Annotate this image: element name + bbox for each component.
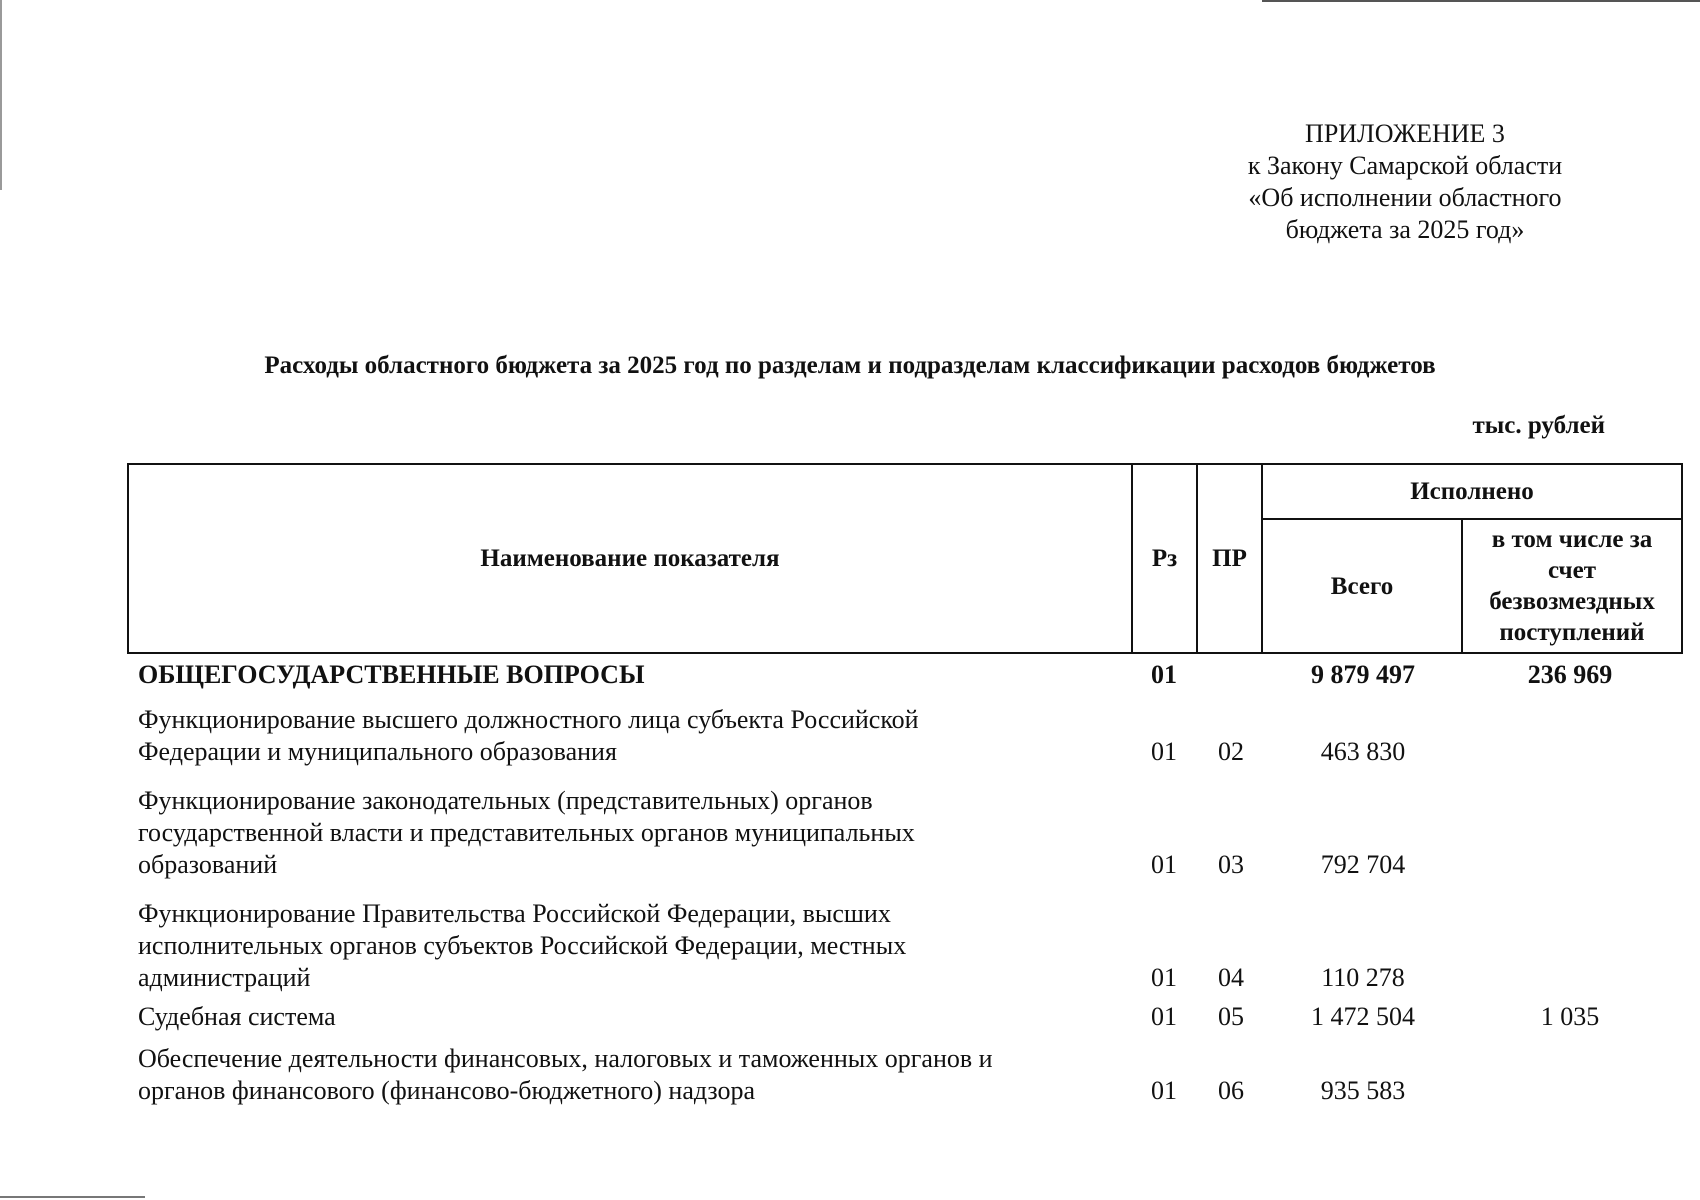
annex-line: ПРИЛОЖЕНИЕ 3: [1305, 119, 1505, 148]
row-name-line: ОБЩЕГОСУДАРСТВЕННЫЕ ВОПРОСЫ: [138, 660, 645, 689]
row-pr: 03: [1218, 850, 1244, 879]
row-free-receipts: 236 969: [1527, 660, 1613, 689]
row-total: 463 830: [1320, 737, 1406, 766]
annex-line: к Закону Самарской области: [1247, 151, 1563, 180]
row-name-line: Федерации и муниципального образования: [138, 737, 617, 766]
row-pr: 06: [1218, 1076, 1244, 1105]
row-name-line: Функционирование высшего должностного лица субъекта Российской: [138, 705, 919, 734]
scan-edge-top: [1262, 0, 1700, 2]
annex-line: бюджета за 2025 год»: [1285, 215, 1525, 244]
row-pr: 05: [1218, 1002, 1244, 1031]
scan-edge-bottom: [0, 1196, 145, 1198]
row-name-line: Функционирование законодательных (представительных) органов: [138, 786, 873, 815]
document-title: Расходы областного бюджета за 2025 год по разделам и подразделам классификации расходов бюджетов: [264, 352, 1436, 379]
header-line: безвозмездных: [1489, 588, 1655, 615]
row-name-line: образований: [138, 850, 278, 879]
row-name-line: Функционирование Правительства Российской Федерации, высших: [138, 899, 891, 928]
row-total: 935 583: [1320, 1076, 1406, 1105]
column-header-name: Наименование показателя: [128, 464, 1132, 653]
row-rz: 01: [1151, 850, 1177, 879]
row-name-line: администраций: [138, 963, 311, 992]
table-header: [127, 463, 1683, 654]
row-pr: 02: [1218, 737, 1244, 766]
row-rz: 01: [1151, 737, 1177, 766]
scan-edge-left: [0, 0, 2, 190]
row-name-line: исполнительных органов субъектов Российской Федерации, местных: [138, 931, 907, 960]
units-label: тыс. рублей: [1472, 412, 1605, 439]
column-header-pr: ПР: [1197, 464, 1262, 653]
column-header-free-receipts: [1462, 519, 1682, 653]
column-header-executed: Исполнено: [1262, 464, 1682, 519]
row-rz: 01: [1151, 660, 1177, 689]
row-rz: 01: [1151, 1002, 1177, 1031]
header-line: счет: [1547, 557, 1597, 584]
row-total: 9 879 497: [1311, 660, 1415, 689]
column-header-total: Всего: [1262, 519, 1462, 653]
row-pr: 04: [1218, 963, 1244, 992]
header-line: поступлений: [1499, 619, 1645, 646]
row-name-line: Обеспечение деятельности финансовых, налоговых и таможенных органов и: [138, 1044, 993, 1073]
row-total: 110 278: [1321, 963, 1405, 992]
annex-line: «Об исполнении областного: [1248, 183, 1562, 212]
row-free-receipts: 1 035: [1540, 1002, 1600, 1031]
row-name-line: Судебная система: [138, 1002, 336, 1031]
row-rz: 01: [1151, 963, 1177, 992]
column-header-rz: Рз: [1132, 464, 1197, 653]
row-name-line: государственной власти и представительных органов муниципальных: [138, 818, 915, 847]
row-name-line: органов финансового (финансово-бюджетного) надзора: [138, 1076, 756, 1105]
row-total: 792 704: [1320, 850, 1406, 879]
annex-block: [1180, 118, 1630, 246]
row-total: 1 472 504: [1311, 1002, 1415, 1031]
row-rz: 01: [1151, 1076, 1177, 1105]
header-line: в том числе за: [1491, 526, 1653, 553]
